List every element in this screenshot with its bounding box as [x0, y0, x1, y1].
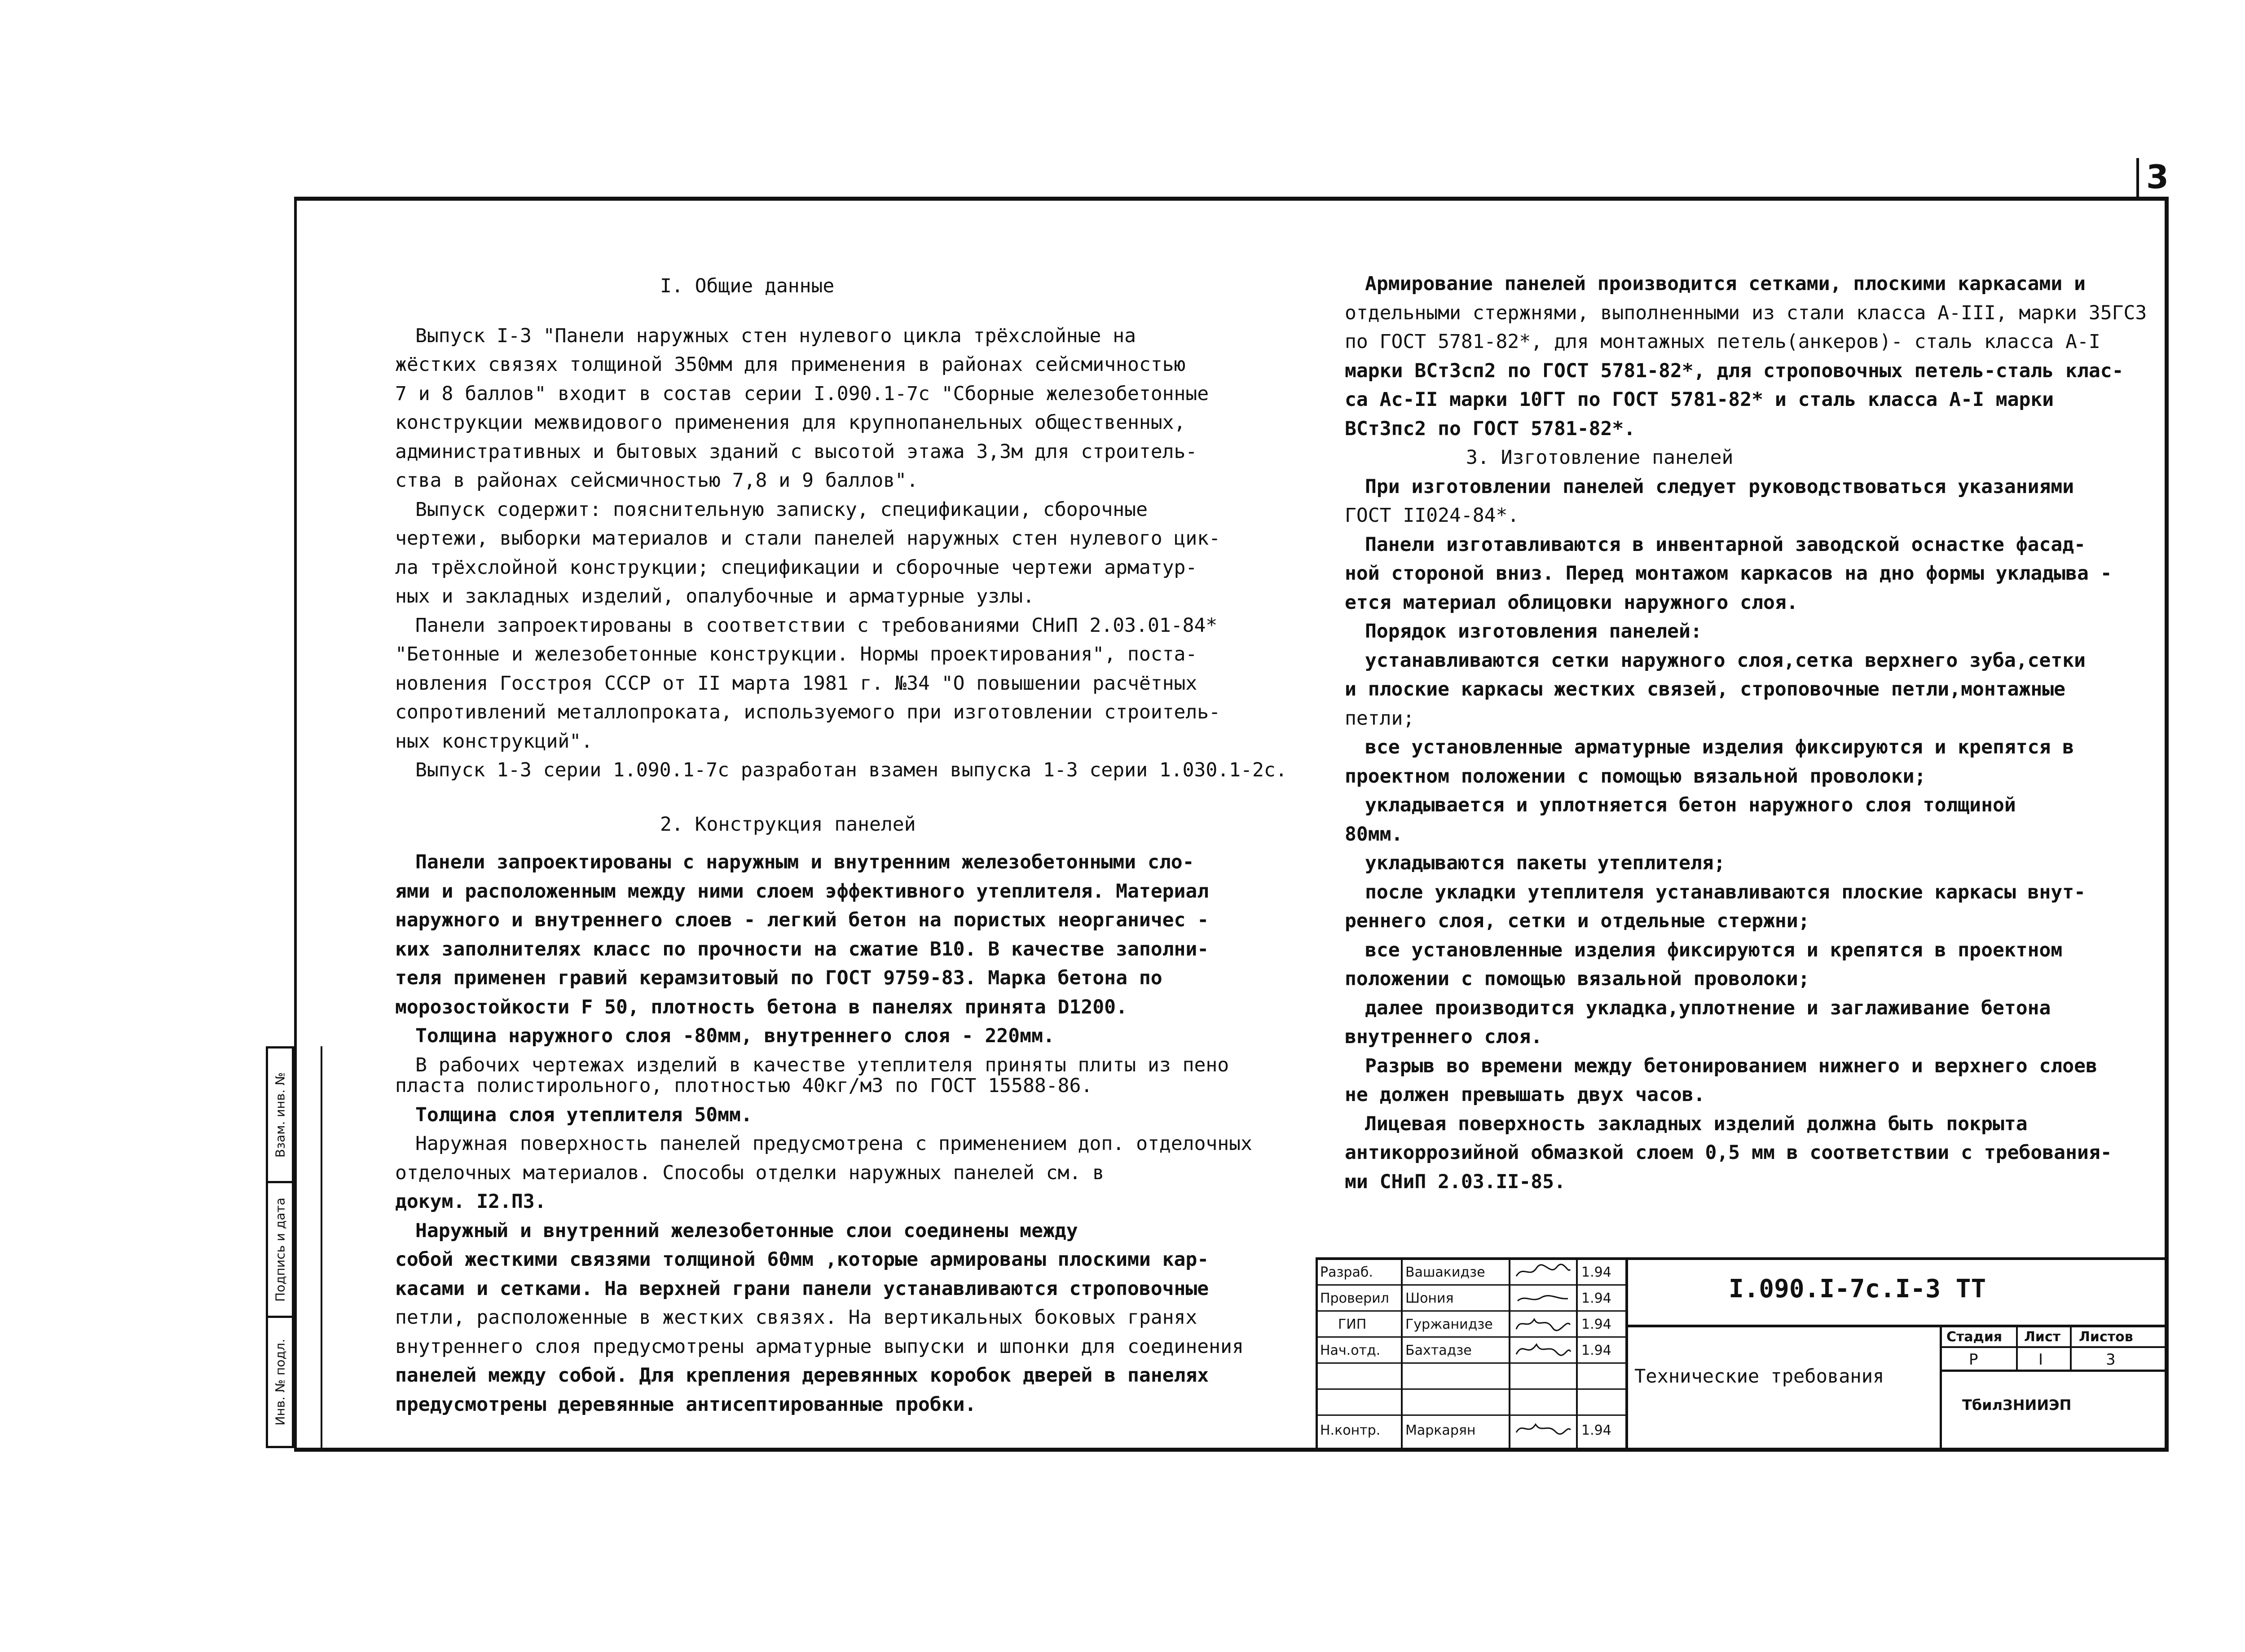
tb-date: 1.94 — [1581, 1291, 1611, 1306]
tb-role: Проверил — [1320, 1291, 1389, 1306]
r-p13-line: антикоррозийной обмазкой слоем 0,5 мм в соответствии с требования- — [1345, 1141, 2112, 1164]
r-p1-line: отдельными стержнями, выполненными из стали класса А-III, марки 35ГС3 — [1345, 301, 2147, 324]
binding-label-replacement: Взам. инв. № — [273, 1072, 287, 1158]
binding-cell-inventory — [268, 1316, 292, 1446]
s1-line: конструкции межвидового применения для крупнопанельных общественных, — [395, 411, 1186, 434]
tb-name: Гуржанидзе — [1405, 1317, 1493, 1332]
right-column — [1345, 269, 2147, 1196]
r-p3-line: ной стороной вниз. Перед монтажом каркасов на дно формы укладыва - — [1345, 562, 2112, 585]
section1-title: I. Общие данные — [660, 275, 835, 297]
r-p2-line: ГОСТ II024-84*. — [1345, 504, 1519, 527]
document-code: I.090.I-7c.I-3 TT — [1729, 1274, 1986, 1304]
r-p10-line: положении с помощью вязальной проволоки; — [1345, 968, 1810, 990]
sheet-value: I — [2038, 1351, 2043, 1369]
s2-p6-line: касами и сетками. На верхней грани панели устанавливаются строповочные — [395, 1277, 1209, 1300]
stage-value: Р — [1969, 1351, 1978, 1369]
s1-line: ства в районах сейсмичностью 7,8 и 9 баллов". — [395, 469, 918, 492]
s2-p4-line: Толщина слоя утеплителя 50мм. — [415, 1103, 753, 1126]
binding-strip — [266, 1046, 294, 1448]
r-p3-line: Панели изготавливаются в инвентарной заводской оснастке фасад- — [1365, 533, 2086, 556]
tb-name: Бахтадзе — [1405, 1343, 1472, 1358]
signature-icon — [1514, 1341, 1572, 1359]
signature-icon — [1514, 1263, 1572, 1281]
tb-date: 1.94 — [1581, 1343, 1611, 1358]
s1-p2-line: ла трёхслойной конструкции; спецификации и сборочные чертежи арматур- — [395, 556, 1197, 579]
s2-p3-line: В рабочих чертежах изделий в качестве утеплителя приняты плиты из пено — [415, 1053, 1229, 1076]
s2-p6-line: панелей между собой. Для крепления деревянных коробок дверей в панелях — [395, 1364, 1209, 1387]
tb-role: Н.контр. — [1320, 1423, 1381, 1438]
binding-label-signature: Подпись и дата — [273, 1197, 287, 1302]
s1-p3-line: ных конструкций". — [395, 730, 593, 753]
sheets-value: 3 — [2106, 1351, 2116, 1369]
s1-line: Выпуск I-3 "Панели наружных стен нулевого цикла трёхслойные на — [415, 324, 1136, 347]
r-p1-line: ВСт3пс2 по ГОСТ 5781-82*. — [1345, 417, 1636, 440]
r-p6-line: все установленные арматурные изделия фиксируются и крепятся в — [1365, 736, 2074, 758]
tb-role: Нач.отд. — [1320, 1343, 1381, 1358]
s2-p5-line: отделочных материалов. Способы отделки наружных панелей см. в — [395, 1161, 1105, 1184]
tb-date: 1.94 — [1581, 1423, 1611, 1438]
r-p12-line: Разрыв во времени между бетонированием нижнего и верхнего слоев — [1365, 1054, 2097, 1077]
section2-title: 2. Конструкция панелей — [660, 813, 916, 836]
r-p13-line: Лицевая поверхность закладных изделий должна быть покрыта — [1365, 1112, 2028, 1135]
r-p1-line: Армирование панелей производится сетками, плоскими каркасами и — [1365, 273, 2086, 295]
r-p9-line: после укладки утеплителя устанавливаются плоские каркасы внут- — [1365, 881, 2086, 903]
r-p13-line: ми СНиП 2.03.II-85. — [1345, 1170, 1566, 1193]
section3-title: 3. Изготовление панелей — [1466, 446, 1734, 469]
signature-icon — [1514, 1315, 1572, 1333]
s1-p3-line: "Бетонные и железобетонные конструкции. Нормы проектирования", поста- — [395, 643, 1197, 665]
tb-name: Шония — [1405, 1291, 1454, 1306]
s2-p5-line: Наружная поверхность панелей предусмотрена с применением доп. отделочных — [415, 1132, 1252, 1155]
s2-p3-line: пласта полистирольного, плотностью 40кг/м3 по ГОСТ 15588-86. — [395, 1075, 1093, 1097]
sheet-number: 3 — [2146, 158, 2169, 196]
binding-label-inventory: Инв. № подл. — [273, 1338, 287, 1426]
s1-p3-line: новления Госстроя СССР от II марта 1981 г. №34 "О повышении расчётных — [395, 672, 1197, 695]
s1-line: административных и бытовых зданий с высотой этажа 3,3м для строитель- — [395, 440, 1197, 463]
r-p5-line: и плоские каркасы жестких связей, строповочные петли,монтажные — [1345, 678, 2066, 700]
binding-cell-signature — [268, 1181, 292, 1316]
s1-line: жёстких связях толщиной 350мм для применения в районах сейсмичностью — [395, 353, 1186, 376]
r-p3-line: ется материал облицовки наружного слоя. — [1345, 591, 1798, 614]
sheet-label: Лист — [2024, 1329, 2061, 1345]
tb-role: Разраб. — [1320, 1264, 1373, 1280]
document-title: Технические требования — [1634, 1365, 1884, 1387]
tb-role: ГИП — [1338, 1317, 1367, 1332]
tb-name: Маркарян — [1405, 1423, 1476, 1438]
r-p7-line: укладывается и уплотняется бетон наружного слоя толщиной — [1365, 794, 2016, 816]
r-p8-line: укладываются пакеты утеплителя; — [1365, 852, 1726, 874]
signature-icon — [1514, 1290, 1572, 1308]
s2-p6-line: внутреннего слоя предусмотрены арматурные выпуски и шпонки для соединения — [395, 1335, 1244, 1358]
sheets-label: Листов — [2079, 1329, 2133, 1345]
s2-p6-line: предусмотрены деревянные антисептированные пробки. — [395, 1393, 977, 1416]
s2-p1-line: теля применен гравий керамзитовый по ГОСТ 9759-83. Марка бетона по — [395, 967, 1162, 989]
s2-p6-line: Наружный и внутренний железобетонные слои соединены между — [415, 1219, 1078, 1242]
s2-p5-line: докум. I2.ПЗ. — [395, 1190, 546, 1213]
tb-date: 1.94 — [1581, 1264, 1611, 1280]
tb-name: Вашакидзе — [1405, 1264, 1485, 1280]
s2-p2-line: Толщина наружного слоя -80мм, внутреннего слоя - 220мм. — [415, 1025, 1055, 1047]
signature-icon — [1514, 1420, 1572, 1438]
r-p9-line: реннего слоя, сетки и отдельные стержни; — [1345, 910, 1810, 932]
tb-date: 1.94 — [1581, 1317, 1611, 1332]
s2-p6-line: собой жесткими связями толщиной 60мм ,которые армированы плоскими кар- — [395, 1248, 1209, 1271]
r-p6-line: проектном положении с помощью вязальной проволоки; — [1345, 765, 1926, 788]
r-p5-line: петли; — [1345, 707, 1415, 730]
s2-p1-line: ями и расположенным между ними слоем эффективного утеплителя. Материал — [395, 880, 1209, 903]
r-p1-line: марки ВСт3сп2 по ГОСТ 5781-82*, для строповочных петель-сталь клас- — [1345, 359, 2124, 382]
r-p2-line: При изготовлении панелей следует руководствоваться указаниями — [1365, 475, 2074, 498]
s1-p3-line: сопротивлений металлопроката, используемого при изготовлении строитель- — [395, 701, 1221, 723]
stage-label: Стадия — [1946, 1329, 2003, 1345]
s2-p6-line: петли, расположенные в жестких связях. На вертикальных боковых гранях — [395, 1306, 1197, 1329]
sheet-number-tick — [2136, 158, 2139, 198]
r-p7-line: 80мм. — [1345, 823, 1403, 846]
r-p10-line: все установленные изделия фиксируются и крепятся в проектном — [1365, 938, 2063, 961]
s1-p2-line: ных и закладных изделий, опалубочные и арматурные узлы. — [395, 585, 1034, 608]
s1-line: 7 и 8 баллов" входит в состав серии I.090.1-7с "Сборные железобетонные — [395, 382, 1209, 405]
r-p1-line: по ГОСТ 5781-82*, для монтажных петель(анкеров)- сталь класса А-I — [1345, 330, 2100, 353]
s1-p2-line: чертежи, выборки материалов и стали панелей наружных стен нулевого цик- — [395, 527, 1221, 550]
r-p11-line: далее производится укладка,уплотнение и заглаживание бетона — [1365, 996, 2051, 1019]
s2-p1-line: морозостойкости F 50, плотность бетона в панелях принята D1200. — [395, 996, 1127, 1018]
organization: ТбилЗНИИЭП — [1962, 1396, 2072, 1414]
s1-p4-line: Выпуск 1-3 серии 1.090.1-7с разработан взамен выпуска 1-3 серии 1.030.1-2с. — [415, 759, 1287, 781]
s1-p2-line: Выпуск содержит: пояснительную записку, спецификации, сборочные — [415, 498, 1148, 521]
binding-cell-replacement — [268, 1048, 292, 1181]
binding-strip-column — [294, 1046, 322, 1448]
left-column — [395, 267, 1287, 1419]
s2-p1-line: ких заполнителях класс по прочности на сжатие В10. В качестве заполни- — [395, 938, 1209, 960]
r-p11-line: внутреннего слоя. — [1345, 1026, 1543, 1048]
s1-p3-line: Панели запроектированы в соответствии с требованиями СНиП 2.03.01-84* — [415, 614, 1218, 637]
title-block — [1316, 1257, 2169, 1448]
r-p1-line: са Ас-II марки 10ГТ по ГОСТ 5781-82* и сталь класса А-I марки — [1345, 388, 2054, 411]
s2-p1-line: Панели запроектированы с наружным и внутренним железобетонными сло- — [415, 851, 1194, 873]
r-p4-line: Порядок изготовления панелей: — [1365, 620, 1702, 643]
r-p12-line: не должен превышать двух часов. — [1345, 1084, 1705, 1106]
r-p5-line: устанавливаются сетки наружного слоя,сетка верхнего зуба,сетки — [1365, 649, 2086, 672]
s2-p1-line: наружного и внутреннего слоев - легкий бетон на пористых неорганичес - — [395, 909, 1209, 931]
